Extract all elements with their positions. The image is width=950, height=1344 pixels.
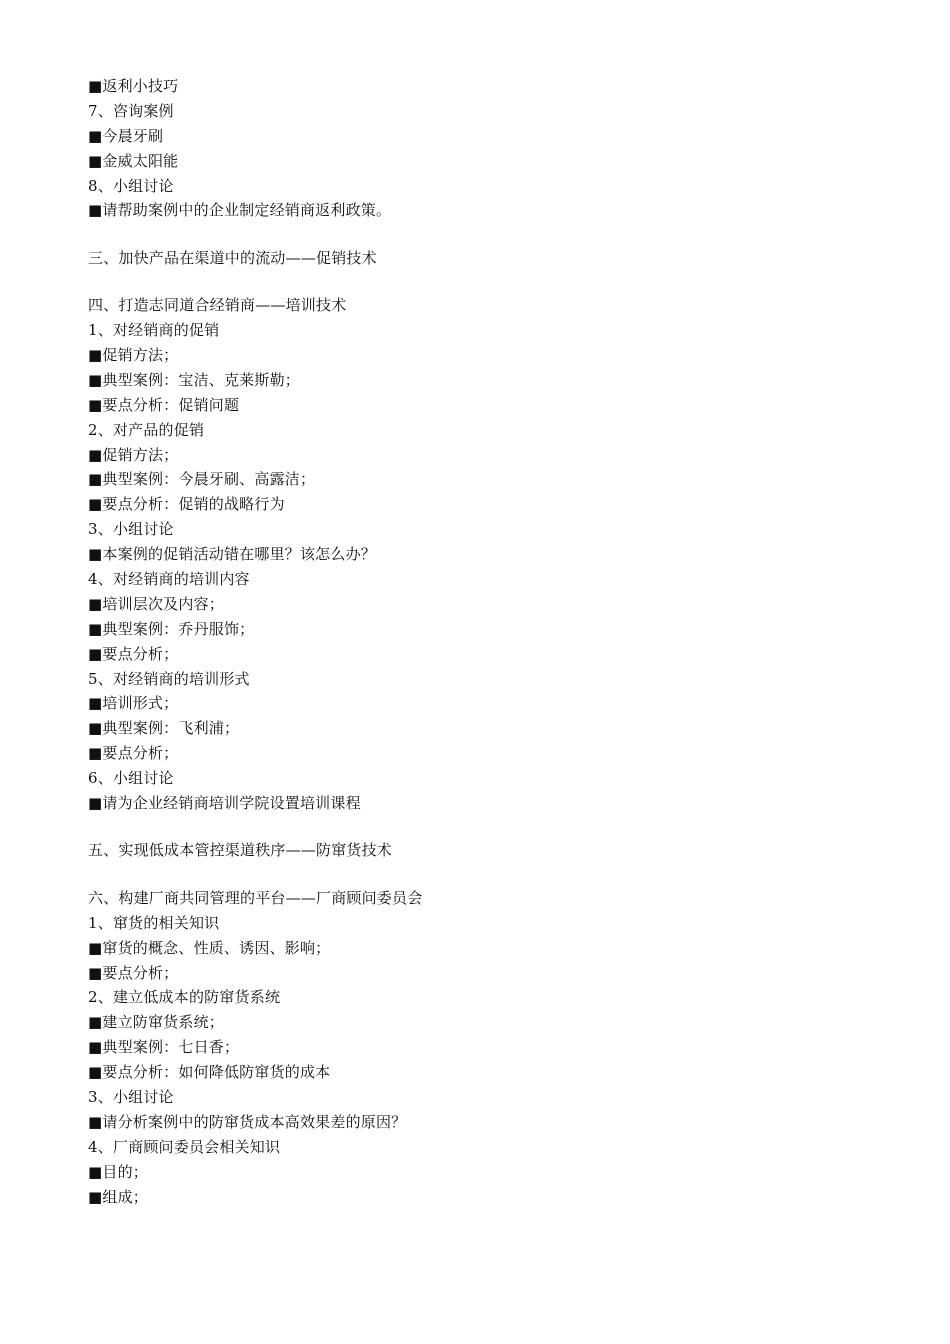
document-text <box>88 74 888 1209</box>
bullet-line: ■目的； <box>88 1162 148 1181</box>
bullet-line: ■返利小技巧 <box>88 77 179 95</box>
bullet-line: ■要点分析：如何降低防窜货的成本 <box>88 1063 331 1082</box>
bullet-line: ■要点分析：促销的战略行为 <box>88 495 285 514</box>
bullet-line: ■窜货的概念、性质、诱因、影响； <box>88 938 331 957</box>
bullet-line: ■典型案例：飞利浦； <box>88 719 240 738</box>
bullet-line: ■请为企业经销商培训学院设置培训课程 <box>88 794 361 813</box>
bullet-line: ■典型案例：今晨牙刷、高露洁； <box>88 470 316 489</box>
bullet-line: ■请帮助案例中的企业制定经销商返利政策。 <box>88 201 392 220</box>
blank-line <box>88 863 888 886</box>
bullet-line: ■要点分析； <box>88 744 179 763</box>
bullet-line: ■典型案例：乔丹服饰； <box>88 619 255 638</box>
section-heading: 四、打造志同道合经销商——培训技术 <box>88 296 347 315</box>
bullet-line: ■要点分析； <box>88 963 179 982</box>
blank-line <box>88 816 888 839</box>
section-heading: 五、实现低成本管控渠道秩序——防窜货技术 <box>88 841 393 860</box>
bullet-line: ■组成； <box>88 1187 148 1206</box>
bullet-line: ■促销方法； <box>88 346 179 365</box>
bullet-line: ■本案例的促销活动错在哪里？该怎么办？ <box>88 545 376 564</box>
bullet-line: ■今晨牙刷 <box>88 126 164 145</box>
bullet-line: ■培训层次及内容； <box>88 594 224 613</box>
bullet-line: ■促销方法； <box>88 445 179 464</box>
numbered-item: 3、小组讨论 <box>88 1087 174 1106</box>
numbered-item: 5、对经销商的培训形式 <box>88 669 250 688</box>
numbered-item: 2、建立低成本的防窜货系统 <box>88 988 281 1007</box>
bullet-line: ■典型案例：七日香； <box>88 1038 240 1057</box>
numbered-item: 2、对产品的促销 <box>88 420 205 439</box>
bullet-line: ■典型案例：宝洁、克莱斯勒； <box>88 370 300 389</box>
numbered-item: 4、对经销商的培训内容 <box>88 570 250 589</box>
numbered-item: 1、窜货的相关知识 <box>88 913 220 932</box>
bullet-line: ■建立防窜货系统； <box>88 1013 224 1032</box>
bullet-line: ■金威太阳能 <box>88 151 179 170</box>
numbered-item: 3、小组讨论 <box>88 520 174 539</box>
bullet-line: ■请分析案例中的防窜货成本高效果差的原因？ <box>88 1112 407 1131</box>
numbered-item: 4、厂商顾问委员会相关知识 <box>88 1137 281 1156</box>
section-heading: 三、加快产品在渠道中的流动——促销技术 <box>88 248 377 267</box>
blank-line <box>88 223 888 246</box>
bullet-line: ■要点分析； <box>88 644 179 663</box>
numbered-item: 1、对经销商的促销 <box>88 321 220 340</box>
numbered-item: 6、小组讨论 <box>88 769 174 788</box>
numbered-item: 8、小组讨论 <box>88 176 174 195</box>
bullet-line: ■培训形式； <box>88 694 179 713</box>
bullet-line: ■要点分析：促销问题 <box>88 395 240 414</box>
section-heading: 六、构建厂商共同管理的平台——厂商顾问委员会 <box>88 888 423 907</box>
blank-line <box>88 271 888 294</box>
numbered-item: 7、咨询案例 <box>88 101 174 120</box>
